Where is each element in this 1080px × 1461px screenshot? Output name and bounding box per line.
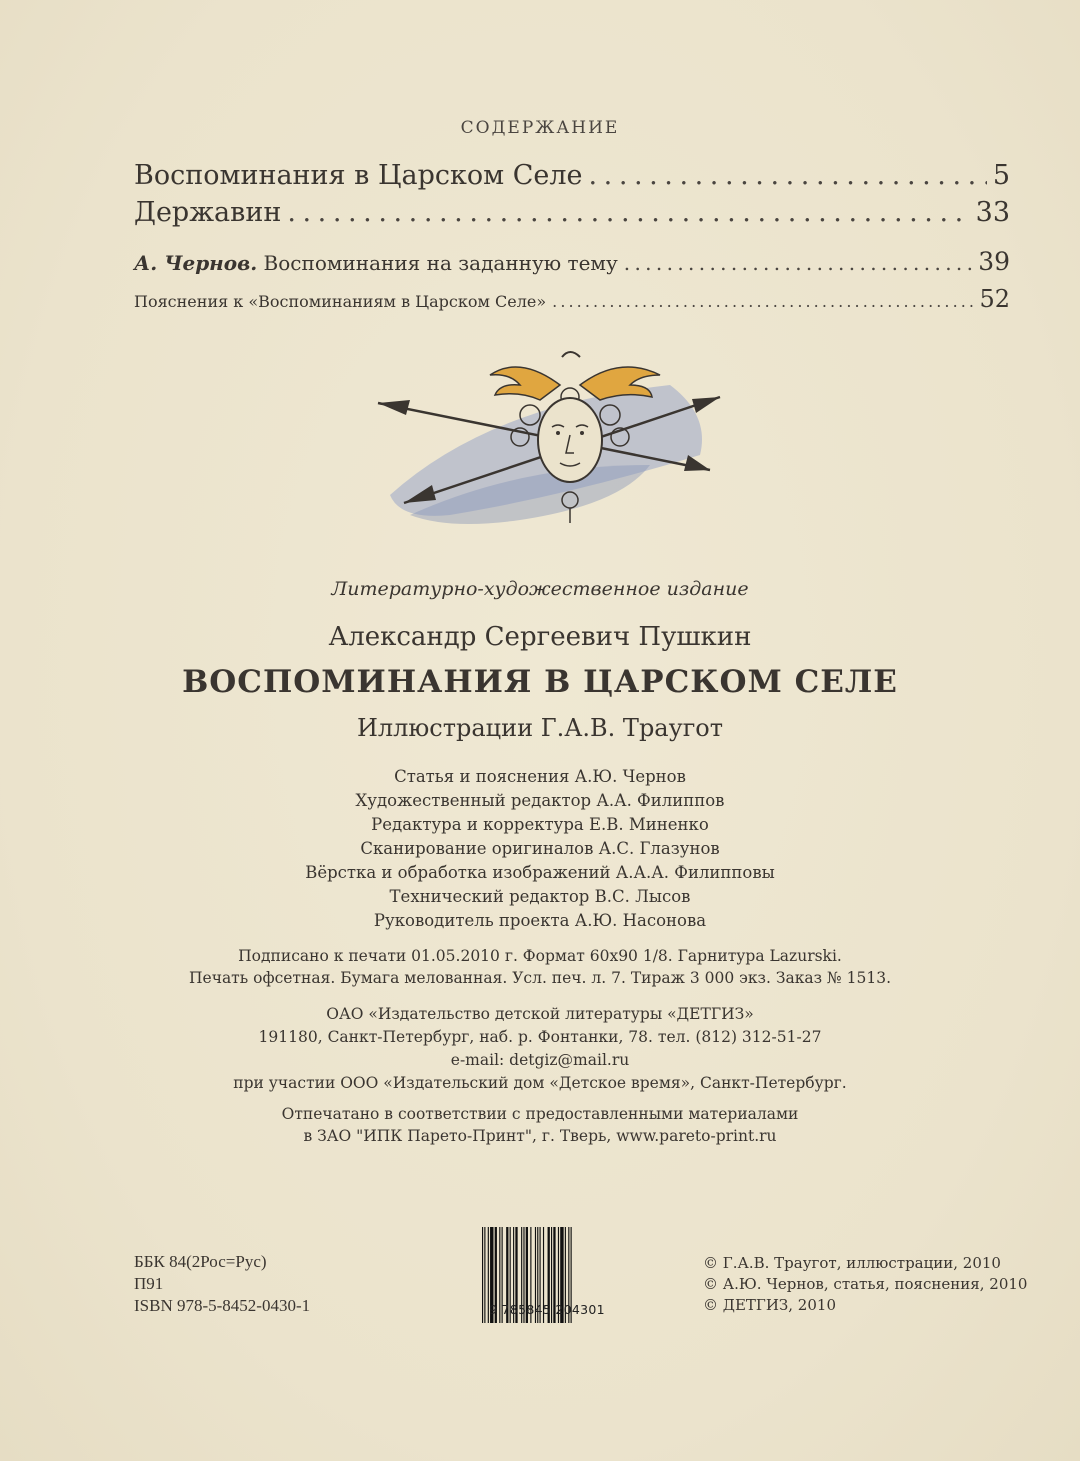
publisher-line: ОАО «Издательство детской литературы «ДЕТГИЗ»	[326, 1005, 754, 1023]
publisher-line: при участии ООО «Издательский дом «Детское время», Санкт-Петербург.	[233, 1074, 847, 1092]
toc-entry-title	[134, 251, 618, 275]
edition-type: Литературно-художественное издание	[331, 578, 749, 600]
book-title: ВОСПОМИНАНИЯ В ЦАРСКОМ СЕЛЕ	[182, 664, 898, 700]
toc-entry[interactable]	[134, 197, 1010, 228]
credits-list	[0, 765, 1080, 933]
toc-entry-page: 52	[979, 285, 1010, 313]
book-author: Александр Сергеевич Пушкин	[328, 622, 752, 652]
winged-medusa-head-crossed-spears-icon	[370, 345, 730, 535]
copyright-block	[703, 1253, 1027, 1316]
toc-leader-dots	[552, 292, 973, 311]
credit-line: Статья и пояснения А.Ю. Чернов	[394, 767, 686, 786]
author-mark: П91	[134, 1274, 164, 1293]
credit-line: Художественный редактор А.А. Филиппов	[355, 791, 725, 810]
credit-line: Руководитель проекта А.Ю. Насонова	[373, 911, 707, 930]
toc-entry-page: 5	[992, 160, 1010, 191]
credit-line: Технический редактор В.С. Лысов	[389, 887, 691, 906]
illustrations-credit: Иллюстрации Г.А.В. Траугот	[356, 714, 724, 742]
printer-info	[0, 1103, 1080, 1147]
credit-line: Сканирование оригиналов А.С. Глазунов	[360, 839, 720, 858]
toc-leader-dots	[624, 251, 972, 275]
credit-line: Вёрстка и обработка изображений А.А.А. Филипповы	[305, 863, 775, 882]
publisher-email[interactable]: e-mail: detgiz@mail.ru	[450, 1051, 630, 1069]
imprint-line: Печать офсетная. Бумага мелованная. Усл. печ. л. 7. Тираж 3 000 экз. Заказ № 1513.	[189, 969, 891, 987]
toc-entry-title: Воспоминания в Царском Селе	[134, 160, 583, 191]
publisher-info	[0, 1003, 1080, 1095]
toc-leader-dots	[287, 197, 969, 228]
imprint-line: Подписано к печати 01.05.2010 г. Формат 60х90 1/8. Гарнитура Lazurski.	[238, 947, 842, 965]
publisher-line: 191180, Санкт-Петербург, наб. р. Фонтанки, 78. тел. (812) 312-51-27	[258, 1028, 822, 1046]
toc-entry-page: 33	[975, 197, 1010, 228]
toc-entry-page: 39	[978, 247, 1010, 276]
toc-leader-dots	[588, 160, 986, 191]
toc-entry[interactable]	[134, 285, 1010, 313]
toc-heading: СОДЕРЖАНИЕ	[460, 118, 620, 138]
bbk-isbn-block	[134, 1251, 310, 1317]
toc-entry-title-text: Воспоминания на заданную тему	[257, 251, 618, 275]
isbn: ISBN 978-5-8452-0430-1	[134, 1296, 311, 1315]
copyright-line: © Г.А.В. Траугот, иллюстрации, 2010	[703, 1254, 1001, 1272]
credit-line: Редактура и корректура Е.В. Миненко	[371, 815, 709, 834]
bbk-code: ББК 84(2Рос=Рус)	[134, 1252, 267, 1271]
barcode-digits: 9 785845 204301	[489, 1302, 605, 1317]
copyright-line: © ДЕТГИЗ, 2010	[703, 1296, 836, 1314]
toc-entry[interactable]	[134, 160, 1010, 191]
toc-entry-author: А. Чернов.	[134, 251, 258, 275]
toc-entry-title: Пояснения к «Воспоминаниям в Царском Селе»	[134, 292, 547, 311]
printer-line: в ЗАО "ИПК Парето-Принт", г. Тверь, www.pareto-print.ru	[303, 1127, 777, 1145]
print-imprint	[0, 945, 1080, 989]
toc-entry[interactable]	[134, 247, 1010, 276]
toc-entry-title: Державин	[134, 197, 282, 228]
copyright-line: © А.Ю. Чернов, статья, пояснения, 2010	[703, 1275, 1028, 1293]
printer-line: Отпечатано в соответствии с предоставленными материалами	[281, 1105, 799, 1123]
